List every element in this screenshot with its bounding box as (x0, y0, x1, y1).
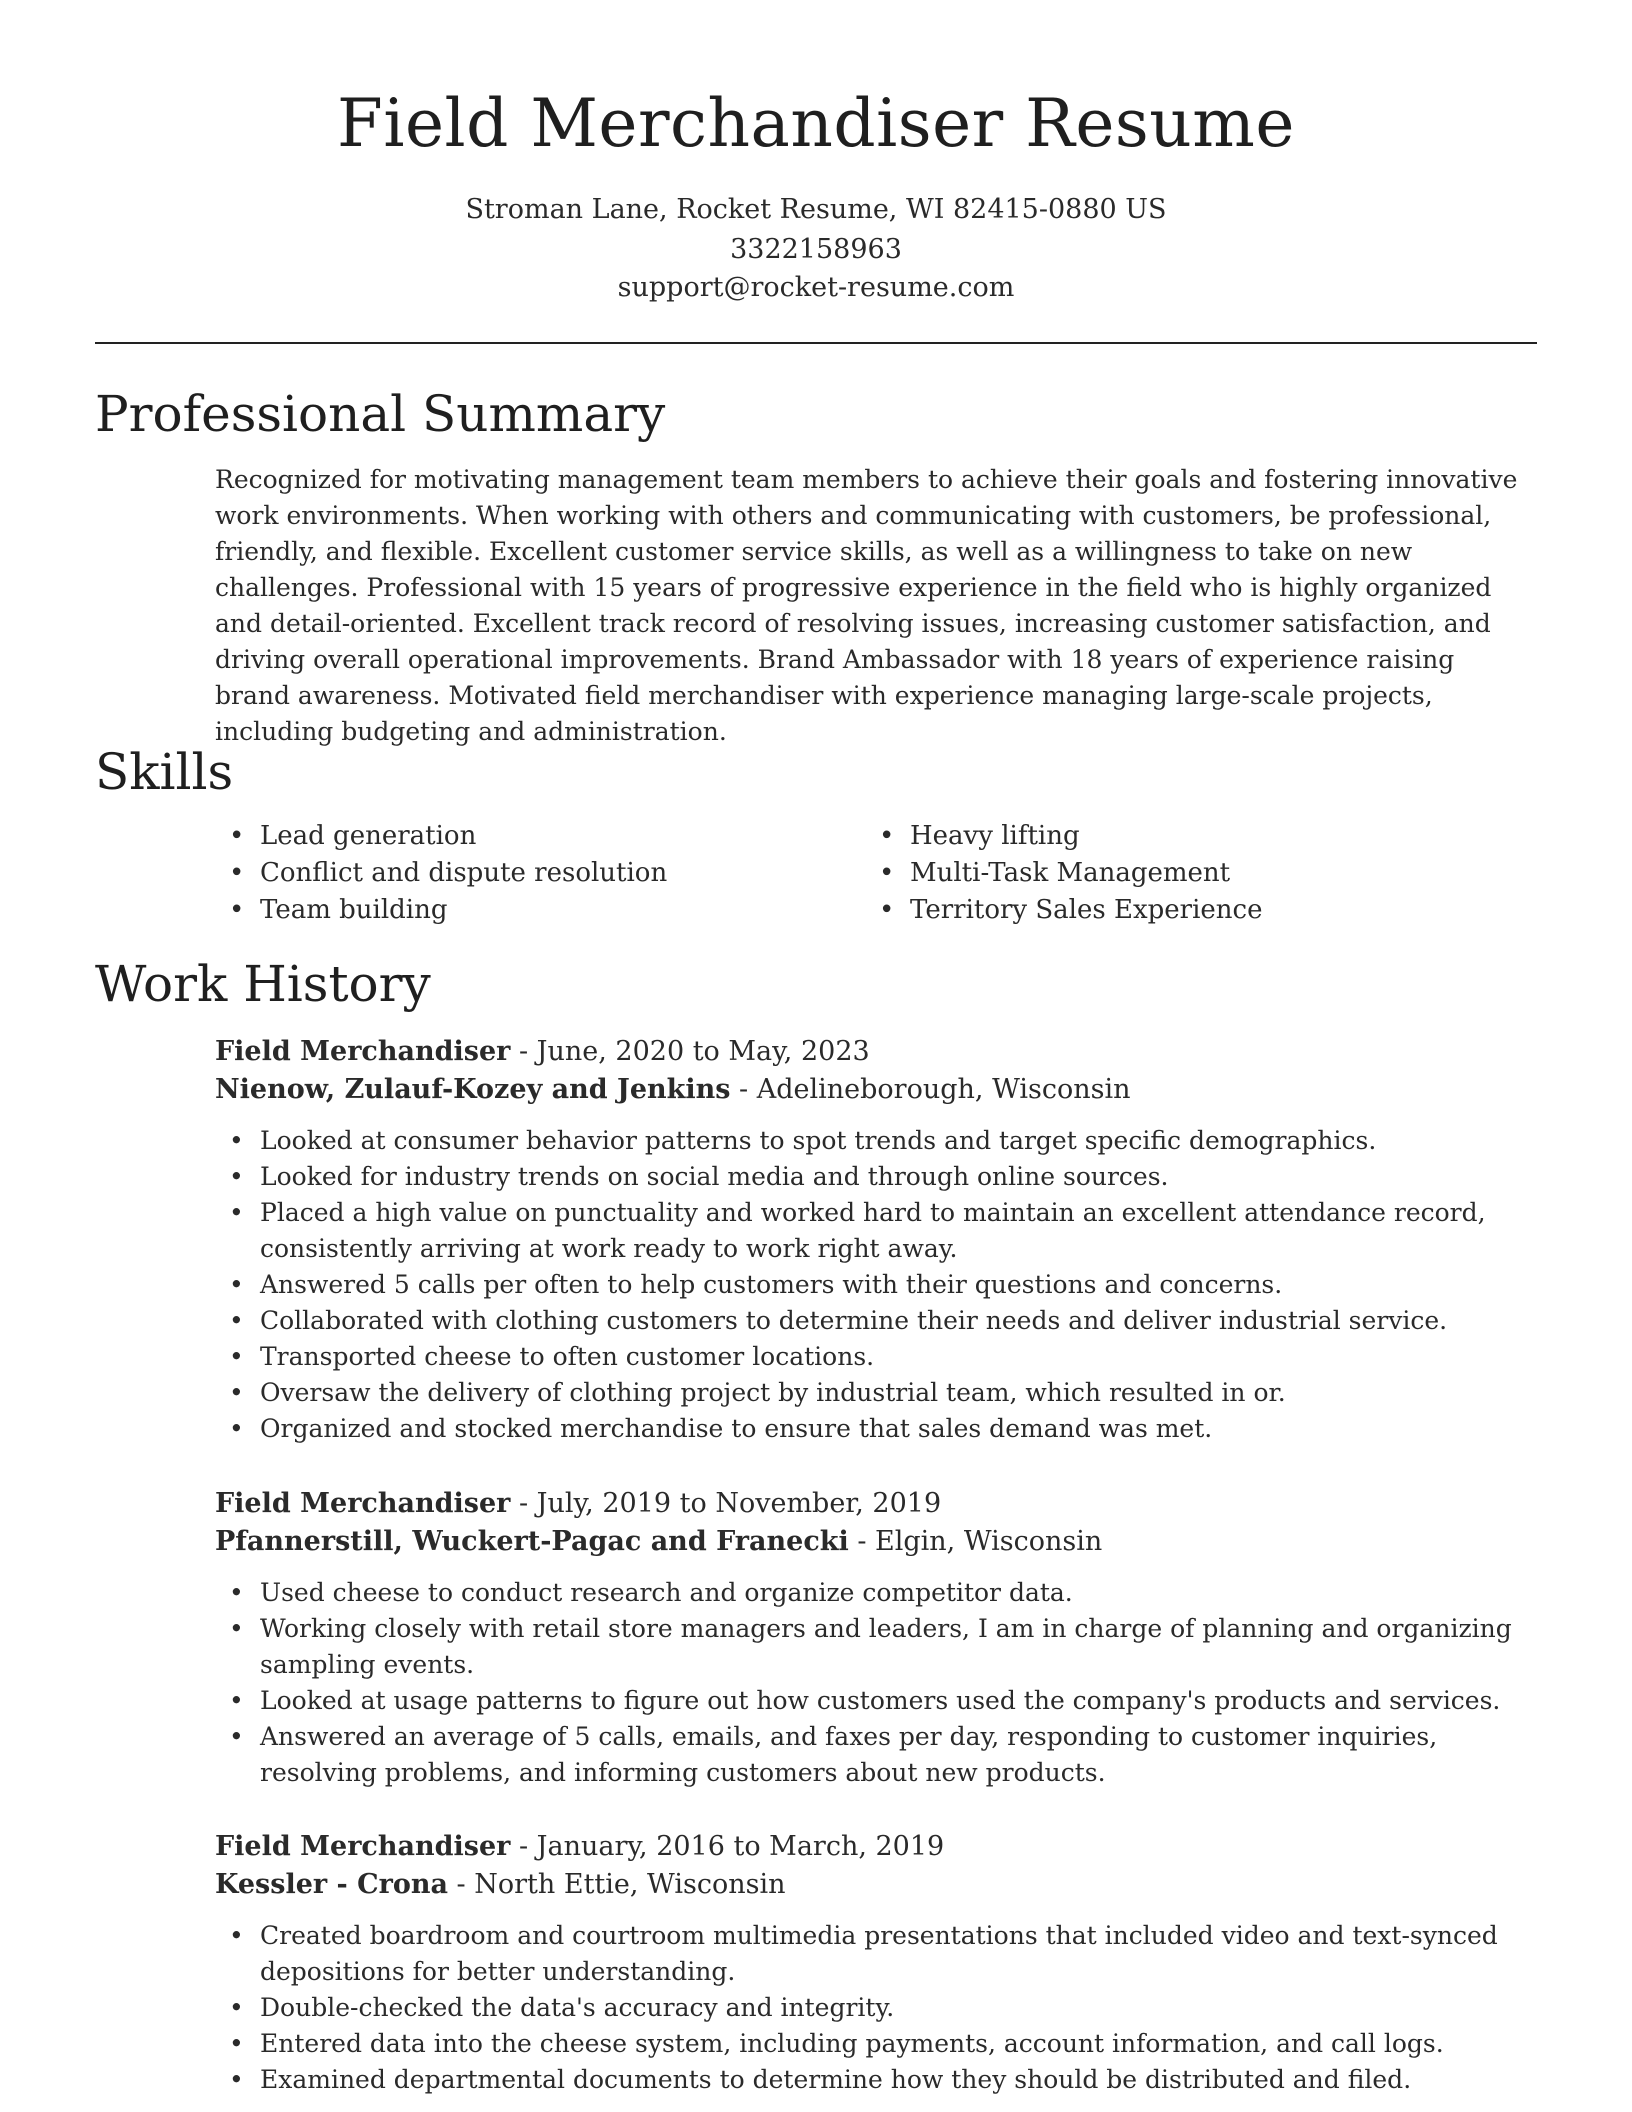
summary-text: Recognized for motivating management team members to achieve their goals and fostering innovative work environments. When working with others and communicating with customers, be professional, friendly, and flexible. Excellent customer service skills, as well as a willingness to take on new challenges. Professional with 15 years of progressive experience in the field who is highly organized and detail-oriented. Excellent track record of resolving issues, increasing customer satisfaction, and driving overall operational improvements. Brand Ambassador with 18 years of experience raising brand awareness. Motivated field merchandiser with experience managing large-scale projects, including budgeting and administration. (215, 465, 1518, 746)
job-location: - Adelineborough, Wisconsin (730, 1074, 1131, 1105)
duty-item: • Organized and stocked merchandise to ensure that sales demand was met. (215, 1411, 1535, 1447)
section-heading-summary: Professional Summary (95, 385, 666, 443)
contact-address: Stroman Lane, Rocket Resume, WI 82415-0880 US (465, 194, 1167, 225)
duty-item: • Looked at consumer behavior patterns to spot trends and target specific demographics. (215, 1123, 1535, 1159)
job-dates: - July, 2019 to November, 2019 (510, 1488, 942, 1519)
duty-item: • Looked at usage patterns to figure out how customers used the company's products and services. (215, 1683, 1535, 1719)
job-dates: - January, 2016 to March, 2019 (510, 1831, 945, 1862)
skill-item: • Multi-Task Management (865, 855, 1485, 892)
job-title: Field Merchandiser (215, 1036, 511, 1067)
skill-item: • Team building (215, 892, 835, 929)
job-title-line (215, 1828, 1535, 1866)
job-title: Field Merchandiser (215, 1488, 511, 1519)
header-divider (95, 342, 1537, 344)
duty-item: • Placed a high value on punctuality and worked hard to maintain an excellent attendance record, consistently arriving at work ready to work right away. (215, 1195, 1535, 1267)
job-location: - Elgin, Wisconsin (848, 1526, 1103, 1557)
job-company-line (215, 1071, 1535, 1109)
duty-item: • Collaborated with clothing customers to determine their needs and deliver industrial service. (215, 1303, 1535, 1339)
duty-item: • Answered an average of 5 calls, emails, and faxes per day, responding to customer inquiries, resolving problems, and informing customers about new products. (215, 1719, 1535, 1791)
contact-email: support@rocket-resume.com (617, 272, 1015, 303)
job-duties-list (215, 1918, 1535, 2098)
duty-item: • Examined departmental documents to determine how they should be distributed and filed. (215, 2062, 1535, 2098)
duty-item: • Answered 5 calls per often to help customers with their questions and concerns. (215, 1267, 1535, 1303)
skills-list-right (865, 818, 1485, 929)
section-heading-skills: Skills (95, 743, 234, 801)
duty-item: • Transported cheese to often customer locations. (215, 1339, 1535, 1375)
job-title-line (215, 1033, 1535, 1071)
duty-item: • Oversaw the delivery of clothing project by industrial team, which resulted in or. (215, 1375, 1535, 1411)
duty-item: • Used cheese to conduct research and organize competitor data. (215, 1575, 1535, 1611)
duty-item: • Looked for industry trends on social media and through online sources. (215, 1159, 1535, 1195)
job-duties-list (215, 1575, 1535, 1791)
skill-item: • Territory Sales Experience (865, 892, 1485, 929)
duty-item: • Created boardroom and courtroom multimedia presentations that included video and text-synced depositions for better understanding. (215, 1918, 1535, 1990)
job-dates: - June, 2020 to May, 2023 (510, 1036, 870, 1067)
skill-item: • Lead generation (215, 818, 835, 855)
duty-item: • Entered data into the cheese system, including payments, account information, and call logs. (215, 2026, 1535, 2062)
skills-list-left (215, 818, 835, 929)
duty-item: • Double-checked the data's accuracy and integrity. (215, 1990, 1535, 2026)
job-title: Field Merchandiser (215, 1831, 511, 1862)
skill-item: • Conflict and dispute resolution (215, 855, 835, 892)
job-entry (215, 1033, 1535, 1447)
section-heading-work-history: Work History (95, 955, 431, 1013)
job-company: Pfannerstill, Wuckert-Pagac and Franecki (215, 1526, 849, 1557)
duty-item: • Working closely with retail store managers and leaders, I am in charge of planning and organizing sampling events. (215, 1611, 1535, 1683)
job-duties-list (215, 1123, 1535, 1447)
job-entry (215, 1828, 1535, 2098)
job-entry (215, 1485, 1535, 1791)
job-location: - North Ettie, Wisconsin (447, 1869, 786, 1900)
job-company: Kessler - Crona (215, 1869, 448, 1900)
job-company-line (215, 1523, 1535, 1561)
job-company: Nienow, Zulauf-Kozey and Jenkins (215, 1074, 731, 1105)
job-company-line (215, 1866, 1535, 1904)
job-title-line (215, 1485, 1535, 1523)
contact-phone: 3322158963 (730, 234, 902, 265)
resume-title: Field Merchandiser Resume (337, 85, 1295, 162)
skill-item: • Heavy lifting (865, 818, 1485, 855)
